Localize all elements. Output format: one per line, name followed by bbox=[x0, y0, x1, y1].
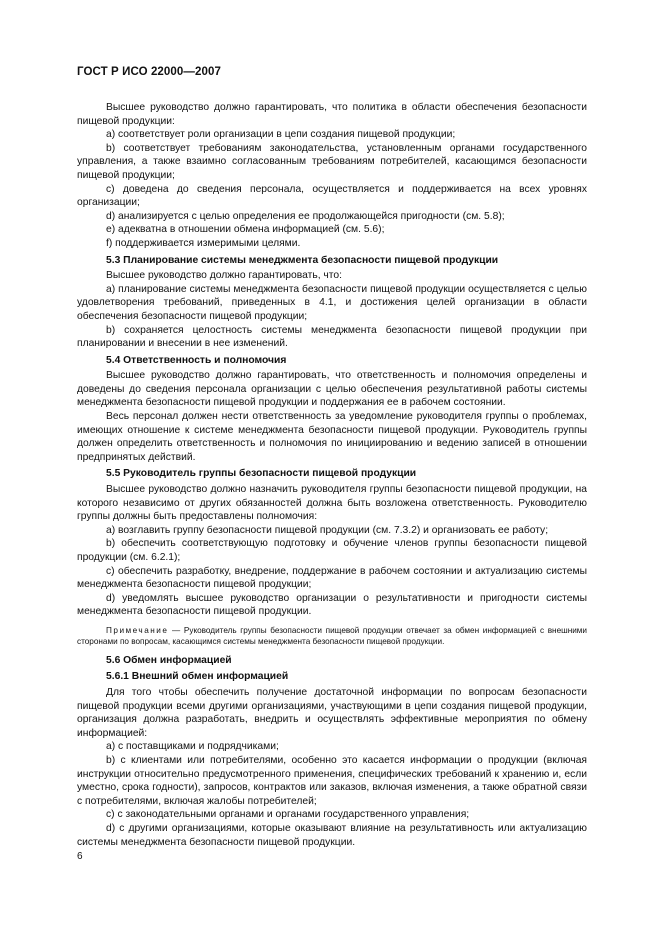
paragraph: Высшее руководство должно гарантировать, что политика в области обеспечения безопасности пищевой продукции: bbox=[77, 102, 587, 127]
list-item: b) соответствует требованиям законодательства, установленным органами государственного управления, а также взаимно согласованным требованиям потребителей, касающимся безопасности пищевой продукции; bbox=[77, 142, 587, 181]
paragraph: Высшее руководство должно назначить руководителя группы безопасности пищевой продукции, на которого независимо от других обязанностей должна быть возложена ответственность. Руководителю группы должны быть предоставлены полномочия: bbox=[77, 484, 587, 523]
section-heading: 5.5 Руководитель группы безопасности пищевой продукции bbox=[106, 468, 417, 480]
list-item: a) возглавить группу безопасности пищевой продукции (см. 7.3.2) и организовать ее работу; bbox=[106, 524, 549, 536]
note-text: — Руководитель группы безопасности пищевой продукции отвечает за обмен информацией с внешними сторонами по вопросам, касающимся системы менеджмента безопасности пищевой продукции. bbox=[77, 625, 587, 647]
list-item: b) сохраняется целостность системы менеджмента безопасности пищевой продукции при планировании и внесении в нее изменений. bbox=[77, 324, 587, 350]
list-item: b) с клиентами или потребителями, особенно это касается информации о продукции (включая инструкции относительно предусмотренного применения, специфических требований к хранению и, если уместно, срока годности), запросов, контрактов или заказов, включая изменения, а также обратной связи с потребителями, включая жалобы потребителей; bbox=[77, 754, 587, 807]
subsection-heading: 5.6.1 Внешний обмен информацией bbox=[106, 671, 289, 683]
list-item: e) адекватна в отношении обмена информацией (см. 5.6); bbox=[106, 224, 385, 236]
note-label: Примечание bbox=[106, 625, 169, 635]
list-item: a) с поставщиками и подрядчиками; bbox=[106, 741, 279, 753]
section-heading: 5.6 Обмен информацией bbox=[106, 654, 232, 666]
list-item: a) соответствует роли организации в цепи создания пищевой продукции; bbox=[106, 129, 456, 141]
list-item: c) доведена до сведения персонала, осуществляется и поддерживается на всех уровнях организации; bbox=[77, 183, 587, 209]
list-item: d) уведомлять высшее руководство организации о результативности и пригодности системы менеджмента безопасности пищевой продукции. bbox=[77, 592, 587, 618]
list-item: b) обеспечить соответствующую подготовку и обучение членов группы безопасности пищевой продукции (см. 6.2.1); bbox=[77, 538, 587, 563]
page-number: 6 bbox=[77, 851, 83, 862]
paragraph: Высшее руководство должно гарантировать, что: bbox=[106, 270, 342, 282]
list-item: c) обеспечить разработку, внедрение, поддержание в рабочем состоянии и актуализацию системы менеджмента безопасности пищевой продукции; bbox=[77, 565, 587, 591]
paragraph: Для того чтобы обеспечить получение достаточной информации по вопросам безопасности пищевой продукции всеми другими организациями, участвующими в цепи создания пищевой продукции, организация должна разработать, внедрить и осуществлять эффективные мероприятия по обмену информацией: bbox=[77, 686, 587, 739]
list-item: d) анализируется с целью определения ее продолжающейся пригодности (см. 5.8); bbox=[106, 210, 505, 222]
paragraph: Весь персонал должен нести ответственность за уведомление руководителя группы о проблемах, имеющих отношение к системе менеджмента безопасности пищевой продукции. Руководитель группы должен определить ответственность и полномочия по инициированию и ведению записей в отношении предпринятых действий. bbox=[77, 411, 587, 463]
list-item: d) с другими организациями, которые оказывают влияние на результативность или актуализацию системы менеджмента безопасности пищевой продукции. bbox=[77, 822, 587, 848]
list-item: f) поддерживается измеримыми целями. bbox=[106, 237, 301, 249]
section-heading: 5.4 Ответственность и полномочия bbox=[106, 354, 287, 366]
paragraph: Высшее руководство должно гарантировать, что ответственность и полномочия определены и доведены до сведения персонала организации с целью обеспечения результативной работы системы менеджмента безопасности пищевой продукции и поддержания ее в рабочем состоянии. bbox=[77, 370, 587, 409]
document-header: ГОСТ Р ИСО 22000—2007 bbox=[77, 66, 222, 78]
list-item: a) планирование системы менеджмента безопасности пищевой продукции осуществляется с целью удовлетворения требований, приведенных в 4.1, и достижения целей организации в области обеспечения безопасности пищевой продукции; bbox=[77, 283, 587, 322]
document-body bbox=[77, 101, 587, 849]
section-heading: 5.3 Планирование системы менеджмента безопасности пищевой продукции bbox=[106, 254, 499, 266]
list-item: c) с законодательными органами и органами государственного управления; bbox=[106, 809, 470, 821]
note bbox=[77, 625, 587, 648]
